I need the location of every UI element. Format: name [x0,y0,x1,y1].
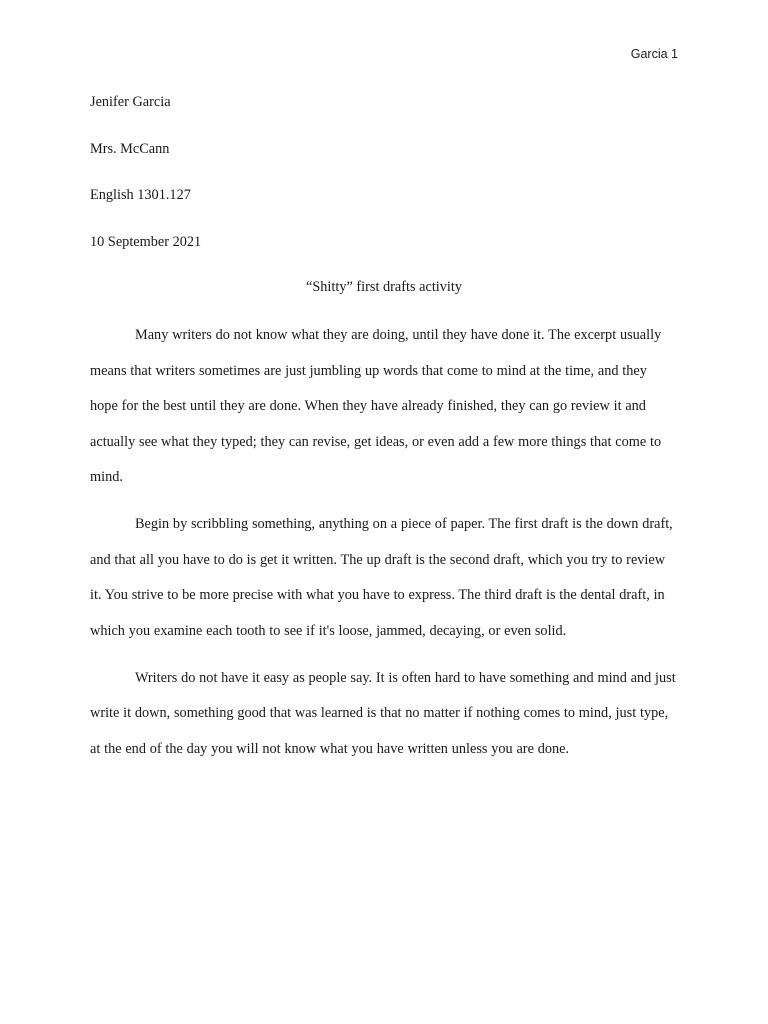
student-name: Jenifer Garcia [90,94,171,110]
date: 10 September 2021 [90,233,202,250]
paragraph: Begin by scribbling something, anything on a piece of paper. The first draft is the down draft, and that all you have to do is get it written. The up draft is the second draft, which you try to review it. You strive to be more precise with what you have to express. The third draft is the dental draft, in which you examine each tooth to see if it's loose, jammed, decaying, or even solid. [90,516,673,639]
course-name: English 1301.127 [90,187,191,203]
running-header: Garcia 1 [630,47,678,61]
document-title: “Shitty” first drafts activity [305,279,463,295]
mla-heading [90,91,680,277]
paragraph: Many writers do not know what they are doing, until they have done it. The excerpt usually means that writers sometimes are just jumbling up words that come to mind at the time, and they hope for the best until they are done. When they have already finished, they can go review it and actually see what they typed; they can revise, get ideas, or even add a few more things that come to mind. [90,327,662,485]
document-body [90,318,676,779]
instructor-name: Mrs. McCann [90,140,170,157]
paragraph: Writers do not have it easy as people say. It is often hard to have something and mind and just write it down, something good that was learned is that no matter if nothing comes to mind, just type, at the end of the day you will not know what you have written unless you are done. [90,669,676,757]
